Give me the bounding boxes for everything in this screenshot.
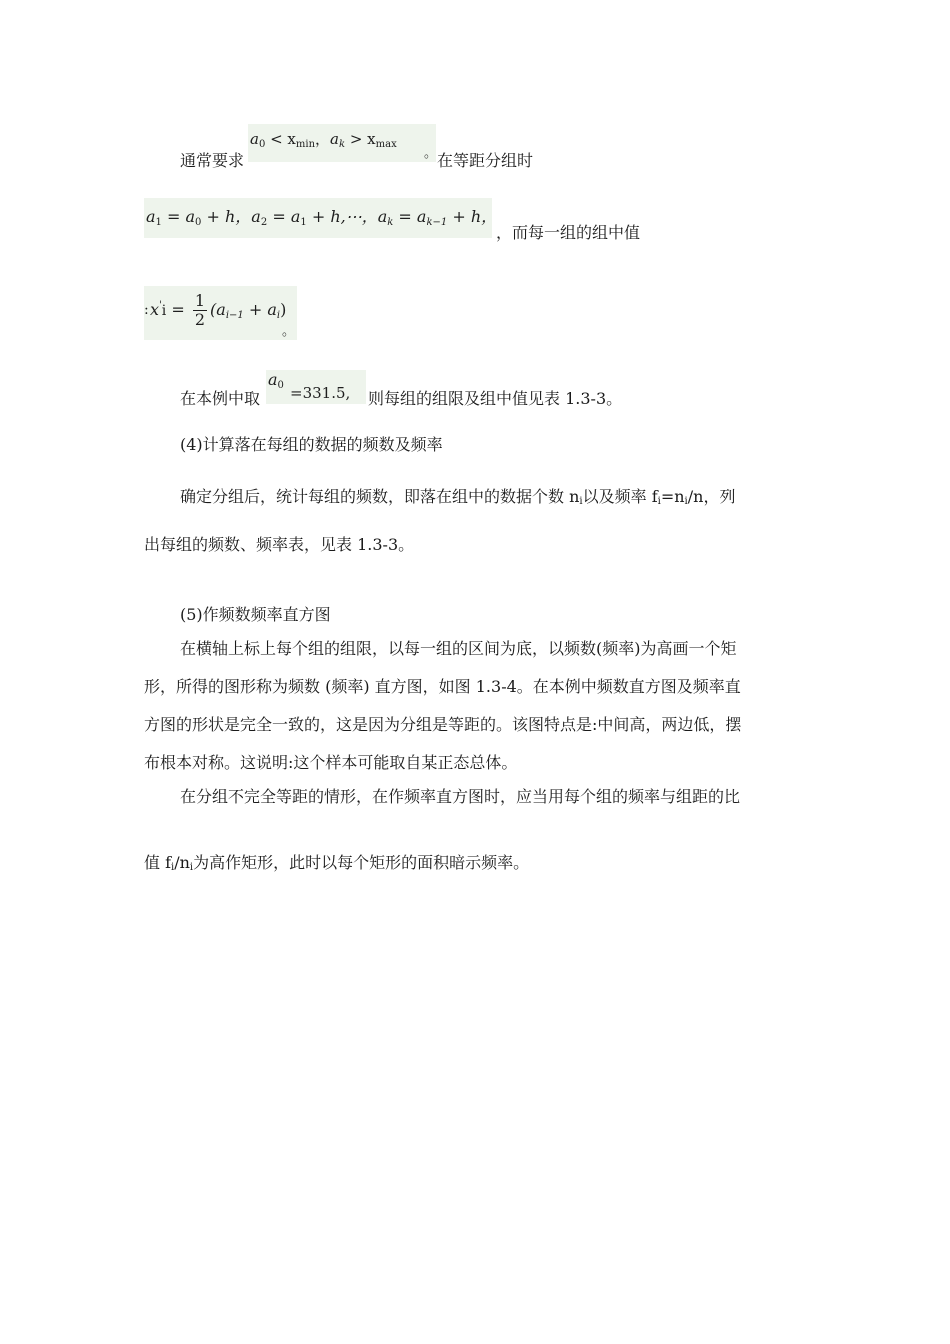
formula-image-bounds [266, 370, 366, 404]
text-subscript: i [171, 862, 175, 873]
paragraph-text [180, 486, 735, 513]
math-symbol: ， [315, 130, 331, 148]
math-fraction [193, 292, 207, 329]
paragraph-text [144, 714, 741, 736]
paragraph-text [437, 150, 533, 172]
math-symbol: = [166, 300, 190, 319]
math-subscript: max [375, 139, 397, 150]
text-span: 在本例中取 [180, 389, 261, 408]
text-span: ，而每一组的组中值 [496, 223, 641, 242]
text-span: 确定分组后，统计每组的频数，即落在组中的数据个数 n [180, 487, 580, 506]
text-span: /n [174, 853, 190, 872]
text-span: 在横轴上标上每个组的组限，以每一组的区间为底，以频数(频率)为高画一个矩 [180, 639, 737, 658]
math-symbol: ) [280, 300, 287, 319]
math-superscript: ' [159, 300, 162, 311]
text-span: (4)计算落在每组的数据的频数及频率 [180, 435, 443, 454]
text-subscript: i [657, 496, 661, 507]
math-symbol: = a [393, 207, 427, 226]
math-subscript: 1 [155, 217, 162, 228]
text-span: 形，所得的图形称为频数 (频率) 直方图，如图 1.3-4。在本例中频数直方图及频率直 [144, 677, 741, 696]
text-span: 则每组的组限及组中值见表 1.3-3。 [368, 389, 623, 408]
paragraph-text [368, 388, 622, 410]
math-symbol: a [146, 207, 156, 226]
math-symbol: 。 [282, 324, 296, 339]
paragraph-text [144, 752, 517, 774]
math-subscript: 0 [258, 139, 266, 150]
formula-image-bounds [144, 286, 297, 340]
paragraph-text [180, 388, 260, 410]
paragraph-text [180, 786, 740, 808]
math-symbol: (a [210, 300, 226, 319]
step-heading [180, 434, 443, 456]
paragraph-text [180, 638, 737, 660]
math-subscript: 1 [300, 217, 307, 228]
math-symbol: : [144, 302, 149, 318]
text-span: 在分组不完全等距的情形，在作频率直方图时，应当用每个组的频率与组距的比 [180, 787, 741, 806]
text-span: =n [660, 487, 685, 506]
text-span: 为高作矩形，此时以每个矩形的面积暗示频率。 [193, 853, 530, 872]
math-symbol: + h,⋯，a [306, 207, 388, 226]
math-subscript: k [387, 217, 394, 228]
math-symbol: + h，a [201, 207, 261, 226]
math-symbol: < x [265, 130, 296, 148]
text-subscript: i [579, 496, 583, 507]
math-symbol: = a [161, 207, 196, 226]
paragraph-text [144, 852, 529, 879]
math-subscript: k−1 [426, 217, 448, 228]
math-symbol: a [330, 130, 339, 148]
step-heading [180, 604, 331, 626]
math-symbol: = a [267, 207, 301, 226]
text-subscript: i [189, 862, 194, 873]
text-subscript: i [684, 496, 688, 507]
math-symbol: x [150, 300, 160, 319]
math-subscript: i−1 [225, 310, 244, 321]
math-symbol: a [268, 370, 278, 389]
math-subscript: 0 [195, 217, 202, 228]
math-subscript: 2 [260, 217, 268, 228]
text-span: (5)作频数频率直方图 [180, 605, 331, 624]
text-span: /n，列 [687, 487, 736, 506]
formula-image-bounds [144, 198, 498, 238]
text-span: 以及频率 f [582, 487, 658, 506]
fraction-numerator: 1 [194, 291, 206, 310]
math-subscript: 0 [277, 380, 284, 391]
text-span: 值 f [144, 853, 172, 872]
math-symbol: =331.5, [290, 384, 351, 402]
fraction-denominator: 2 [194, 310, 206, 329]
text-span: 方图的形状是完全一致的，这是因为分组是等距的。该图特点是:中间高，两边低，摆 [144, 715, 742, 734]
math-symbol: + a [243, 300, 277, 319]
math-subscript: min [295, 139, 316, 150]
math-symbol: + h， [447, 207, 498, 226]
text-span: 出每组的频数、频率表，见表 1.3-3。 [144, 535, 415, 554]
formula-image-bounds [248, 124, 436, 162]
text-span: 通常要求 [180, 151, 245, 170]
paragraph-text [144, 676, 741, 698]
math-subscript: i [276, 310, 281, 321]
math-symbol: > x [345, 130, 376, 148]
paragraph-text [144, 534, 414, 556]
math-subscript: k [339, 139, 346, 150]
math-symbol: i [161, 303, 167, 319]
paragraph-text [180, 150, 244, 172]
math-symbol: a [250, 130, 259, 148]
paragraph-text [496, 222, 640, 244]
math-symbol: 。 [424, 146, 438, 161]
text-span: 在等距分组时 [437, 151, 534, 170]
text-span: 布根本对称。这说明:这个样本可能取自某正态总体。 [144, 753, 518, 772]
